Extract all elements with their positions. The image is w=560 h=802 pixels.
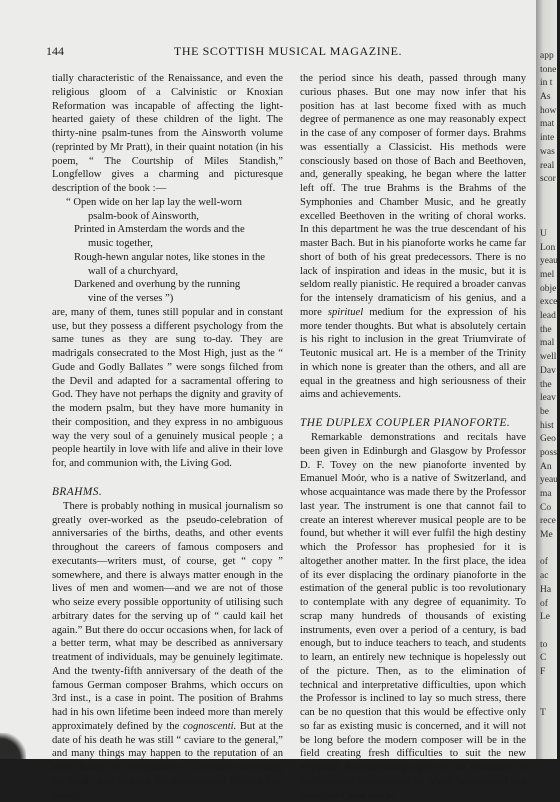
verse-line: Darkened and overhung by the running bbox=[74, 279, 241, 291]
facing-page-fragment: mel bbox=[540, 270, 555, 280]
brahms-text-a: There is probably nothing in musical journalism so greatly over-worked as the pseudo-celebration of anniversaries of the births, deaths, and other events throughout the careers of famous composers and executants—writers must, of course, get “ copy ” somewhere, and there is always matter enough in the lives of men and women—and we are not of those who seize every possible opportunity of utilising such arbitrary dates for the serving up of “ cauld kail het again.” But there do occur occasions when, for lack of a better term, what may be described as anniversary treatment of individuals, may be genuinely legitimate. And the twenty-fifth anniversary of the death of the famous German composer Brahms, which occurs on 3rd inst., is a case in point. The position of Brahms had in his own lifetime been indeed more than merely approximately defined by the bbox=[52, 500, 283, 732]
brahms-continued-text-b: medium for the expression of his more tender thoughts. But what is absolutely certain is his right to inclusion in the great Triumvirate of Teutonic musical art. He is a member of the Trinity in which none is greater than the others, and all are equal in the greatness and high seriousness of their aims and achievements. bbox=[300, 306, 526, 401]
facing-page-fragment: poss bbox=[540, 447, 557, 458]
intro-paragraph: tially characteristic of the Renaissance, and even the religious gloom of a Calvinistic or Knoxian Reformation was incapable of affecting the light-hearted gaiety of these children of the light. The thirty-nine psalm-tunes from the Ainsworth volume (reprinted by Mr Pratt), in their quaint notation (in his poem, “ The Courtship of Miles Standish,” Longfellow gives a charming and picturesque description of the book :— bbox=[52, 73, 283, 194]
facing-page-fragment: to bbox=[540, 639, 548, 650]
verse-line-continuation: music together, bbox=[88, 238, 153, 249]
facing-page-fragment: Co bbox=[540, 502, 552, 513]
brahms-continued-paragraph bbox=[300, 72, 526, 402]
facing-page-fragment: of bbox=[540, 598, 548, 609]
facing-page-fragment: Dav bbox=[540, 365, 556, 376]
verse-line: Rough-hewn angular notes, like stones in the bbox=[74, 251, 265, 263]
facing-page-fragment: ma bbox=[540, 489, 552, 499]
facing-page-fragment: mat bbox=[540, 119, 555, 130]
verse-line-continuation: psalm-book of Ainsworth, bbox=[88, 210, 199, 222]
facing-page-fragment: the bbox=[540, 379, 552, 390]
running-head: THE SCOTTISH MUSICAL MAGAZINE. bbox=[173, 44, 403, 58]
facing-page-fragment: of bbox=[540, 557, 548, 568]
facing-page-fragment: inte bbox=[540, 133, 555, 144]
facing-page-fragment: hist bbox=[540, 420, 554, 431]
facing-page-fragment bbox=[540, 543, 560, 557]
facing-page-fragment bbox=[540, 625, 560, 639]
facing-page-fragment: well bbox=[540, 352, 557, 363]
verse-line-continuation: wall of a churchyard, bbox=[88, 265, 179, 277]
verse-line-continuation: vine of the verses ”) bbox=[88, 293, 174, 304]
facing-page-fragment: yeau bbox=[540, 475, 558, 486]
facing-page-fragment: yeau bbox=[540, 256, 558, 267]
facing-page-fragment: ac bbox=[540, 571, 549, 582]
facing-page-fragment: exce bbox=[540, 297, 558, 308]
longfellow-verse bbox=[52, 196, 283, 306]
brahms-text-b: But at the date of his death he was still “ caviare to the general,” and many things may happen to the reputation of an artist during the first quarter of a century succeeding his death. And in truth the reputation of Brahms has, during bbox=[52, 720, 283, 801]
verse-line: Printed in Amsterdam the words and the bbox=[74, 224, 245, 236]
verse-line: “ Open wide on her lap lay the well-worn bbox=[66, 196, 242, 208]
left-column bbox=[52, 72, 283, 802]
page-number: 144 bbox=[46, 44, 64, 58]
brahms-continued-text-a: the period since his death, passed through many curious phases. But one may now infer that his position has at last become fixed with as much degree of permanence as one may reasonably expect in the case of any composer of former days. Brahms was essentially a Classicist. His methods were consciously based on those of Bach and Beethoven, and, generally speaking, he began where the latter left off. The true Brahms is the Brahms of the Symphonies and Chamber Music, and he greatly excelled Beethoven in the writing of choral works. In this department he was the true descendant of his master Bach. But in his pianoforte works he came far short of both of his great predecessors. There is no lack of inspiration and ideas in the music, but it is seldom really pianistic. He required a broader canvas for the intensely dramaticism of his genius, and a more bbox=[300, 73, 526, 318]
page-header bbox=[46, 44, 530, 62]
facing-page-fragment: app bbox=[540, 51, 554, 61]
brahms-continued-italic-term: spirituel bbox=[327, 306, 364, 318]
brahms-heading: BRAHMS. bbox=[52, 485, 103, 498]
facing-page-fragment: tone bbox=[540, 64, 557, 75]
after-verse-paragraph: are, many of them, tunes still popular and in constant use, but they possess a different psychology from the same tunes as they are sung to-day. They are madrigals consecrated to the Most High, just as the “ Gude and Godly Ballates ” were songs filched from the Devil and adapted for a sacramental offering to God. They have not perhaps the dignity and gravity of the modern psalm, but they have more humanity in their composition, and they express in no ambiguous way the very soul of a genuinely musical people ; a people heartily in love with life and alive in their love for, and communion with, the Living God. bbox=[52, 306, 283, 469]
facing-page-fragment: F bbox=[540, 666, 546, 677]
facing-page-fragment: An bbox=[540, 461, 552, 472]
facing-page-fragment bbox=[540, 187, 560, 201]
facing-page-fragment: the bbox=[540, 324, 552, 335]
facing-page-fragment: U bbox=[540, 228, 547, 239]
facing-page-fragment bbox=[540, 214, 560, 228]
facing-page-fragments bbox=[540, 50, 560, 721]
facing-page-fragment: scor bbox=[540, 174, 556, 185]
facing-page-fragment bbox=[540, 693, 560, 707]
facing-page-fragment: Geo bbox=[540, 434, 556, 445]
facing-page-fragment: was bbox=[540, 146, 555, 157]
right-column bbox=[300, 72, 526, 802]
facing-page-fragment: how bbox=[540, 105, 557, 116]
brahms-italic-term: cognoscenti. bbox=[182, 720, 237, 732]
facing-page-fragment: As bbox=[540, 92, 551, 103]
facing-page-fragment: in t bbox=[540, 78, 553, 89]
facing-page-fragment: T bbox=[540, 708, 546, 718]
facing-page-fragment: be bbox=[540, 406, 549, 417]
duplex-coupler-heading: THE DUPLEX COUPLER PIANOFORTE. bbox=[300, 417, 511, 429]
facing-page-fragment: Le bbox=[540, 612, 551, 623]
facing-page-fragment: Me bbox=[540, 530, 553, 541]
facing-page-fragment: rece bbox=[540, 516, 556, 527]
facing-page-fragment: real bbox=[540, 160, 555, 171]
facing-page-fragment: C bbox=[540, 653, 547, 664]
duplex-coupler-paragraph: Remarkable demonstrations and recitals have been given in Edinburgh and Glasgow by Professor D. F. Tovey on the new pianoforte invented by Emanuel Moór, who is a native of Switzerland, and whose acquaintance was made there by the Professor last year. The instrument is one that cannot fail to create an interest wherever musical people are to be found, but whether it will ever fulfil the high destiny which the Professor has prophesied for it is altogether another matter. In the first place, the idea of its ever displacing the ordinary pianoforte in the estimation of the general public is too revolutionary to contemplate with any degree of equanimity. To scrap many hundreds of thousands of existing instruments, even over a period of a century, is bad enough, but to induce teachers to teach, and students to learn, an entirely new technique is hopelessly out of the picture. Then, as to the elimination of technical and interpretative difficulties, upon which the Professor is inclined to lay so much stress, there can be no question that this would be effective only so far as existing music is concerned, and it will not be long before the modern composer will be in the field creating fresh difficulties to suit the new keyboard. An interesting aspect of the instrument is the coupling arrangement by which harpsichord and clavichord tone can be bbox=[300, 432, 526, 801]
facing-page-fragment: leav bbox=[540, 393, 556, 404]
facing-page-fragment: mal bbox=[540, 338, 555, 349]
facing-page-edge bbox=[536, 0, 557, 759]
brahms-paragraph bbox=[52, 500, 283, 802]
facing-page-fragment: Ha bbox=[540, 584, 552, 595]
page-corner-shadow bbox=[0, 733, 26, 759]
facing-page-fragment: Lon bbox=[540, 242, 556, 253]
facing-page-fragment: lead bbox=[540, 311, 556, 322]
facing-page-fragment: obje bbox=[540, 283, 557, 294]
facing-page-fragment bbox=[540, 680, 560, 694]
facing-page-fragment bbox=[540, 201, 560, 215]
